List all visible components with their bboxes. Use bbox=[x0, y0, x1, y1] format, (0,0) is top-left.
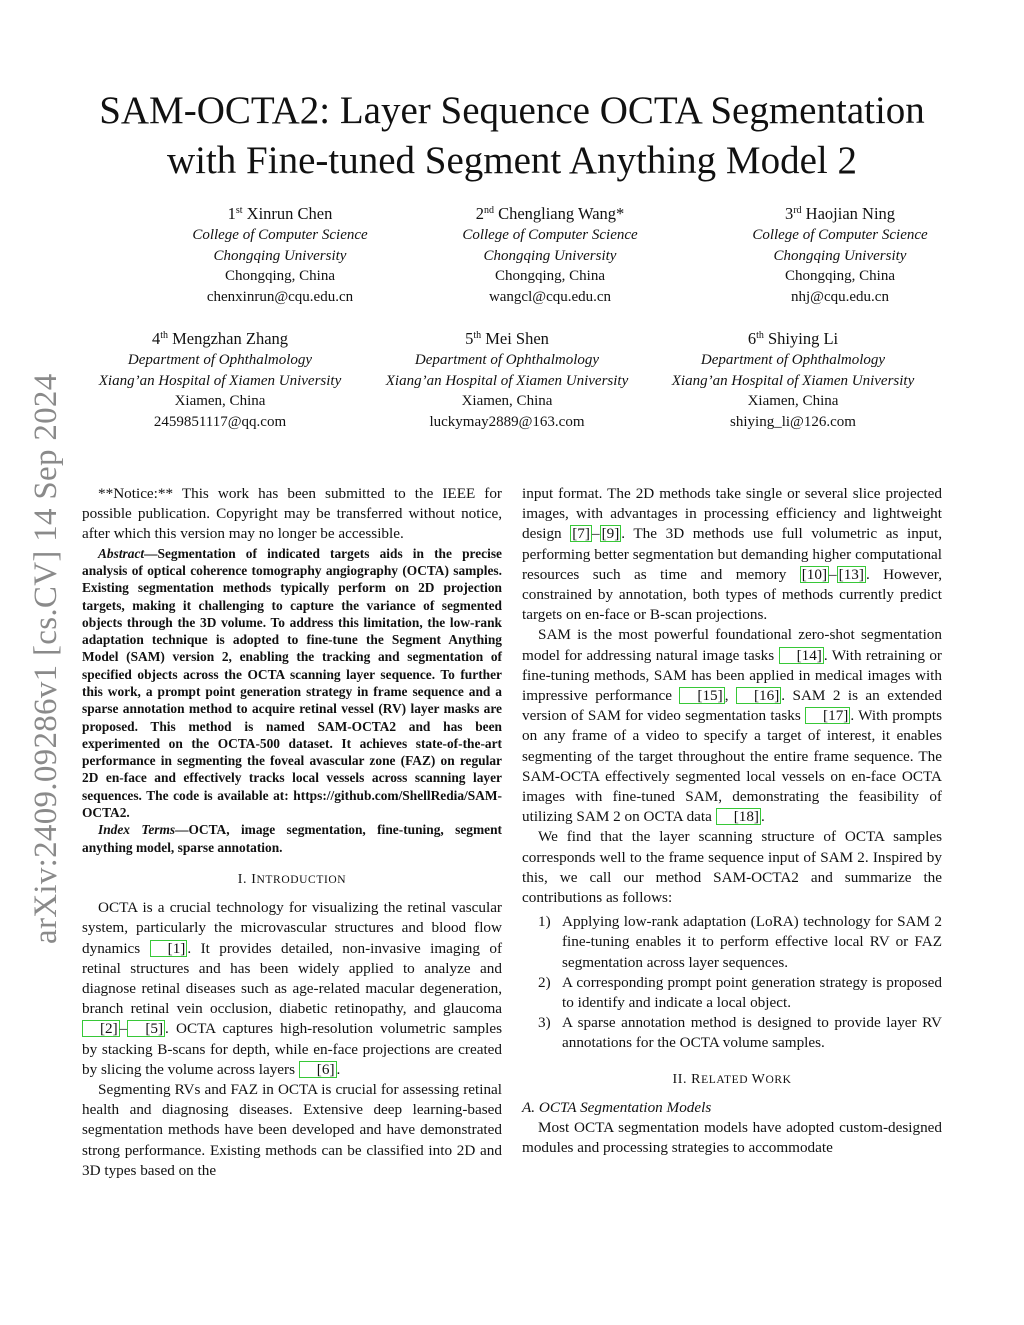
intro-paragraph-2: Segmenting RVs and FAZ in OCTA is crucial for assessing retinal health and diagnosing diseases. Extensive deep learning-based segmentation methods have been developed and have demonstrated strong performance. Existing methods can be classified into 2D and 3D types based on the bbox=[82, 1080, 502, 1179]
author-city: Chongqing, China bbox=[494, 268, 605, 284]
author-city: Chongqing, China bbox=[784, 268, 895, 284]
author-email[interactable]: shiying_li@126.com bbox=[730, 413, 856, 430]
author-city: Xiamen, China bbox=[747, 393, 839, 409]
author-email[interactable]: 2459851117@qq.com bbox=[153, 413, 287, 430]
author-dept: Department of Ophthalmology bbox=[127, 352, 313, 368]
author-block-5: 5th Mei Shen Department of Ophthalmology Xiang’an Hospital of Xiamen University Xiamen, China luckymay2889@163.com bbox=[357, 327, 657, 432]
list-item: 1) Applying low-rank adaptation (LoRA) technology for SAM 2 fine-tuning enables it to perform effective local RV or FAZ segmentation across layer sequences. bbox=[538, 913, 942, 971]
citation-link[interactable]: [16] bbox=[736, 687, 781, 704]
author-name: Xinrun Chen bbox=[246, 204, 333, 223]
title-line-2: with Fine-tuned Segment Anything Model 2 bbox=[166, 139, 858, 182]
intro-paragraph-1: OCTA is a crucial technology for visualizing the retinal vascular system, particularly the microvascular structures and blood flow dynamics [1] . It provides detailed, non-invasive imaging of retinal structures and has been widely applied to analyze and diagnose retinal diseases such as age-related macular degeneration, branch retinal vein occlusion, diabetic retinopathy, and glaucoma [2] – [5] . OCTA captures high-resolution volumetric samples by stacking B-scans for depth, while en-face projections are created by slicing the volume across layers [6] . bbox=[82, 899, 502, 1078]
author-email[interactable]: luckymay2889@163.com bbox=[429, 413, 585, 430]
intro-paragraph-3: SAM is the most powerful foundational zero-shot segmentation model for addressing natural image tasks [14] . With retraining or fine-tuning methods, SAM has been applied in medical images with impressive performance [15] , [16] . SAM 2 is an extended version of SAM for video segmentation tasks [17] . With prompts on any frame of a video to specify a target of interest, it enables segmenting of the target throughout the entire frame sequence. The SAM-OCTA effectively segmented local vessels on en-face OCTA images with fine-tuned SAM, demonstrating the feasibility of utilizing SAM 2 on OCTA data [18] . bbox=[522, 626, 943, 826]
author-dept: College of Computer Science bbox=[462, 227, 638, 243]
author-inst: Chongqing University bbox=[773, 247, 907, 264]
author-inst: Xiang’an Hospital of Xiamen University bbox=[671, 372, 915, 389]
author-name: Chengliang Wang* bbox=[498, 204, 625, 223]
author-email[interactable]: chenxinrun@cqu.edu.cn bbox=[206, 288, 354, 305]
contributions-list bbox=[522, 912, 942, 1053]
author-inst: Xiang’an Hospital of Xiamen University bbox=[385, 372, 629, 389]
author-city: Chongqing, China bbox=[224, 268, 335, 284]
citation-link[interactable]: [14] bbox=[779, 647, 824, 664]
section-heading-related-work: II. RELATED WORK bbox=[672, 1071, 792, 1087]
citation-link[interactable]: [9] bbox=[601, 525, 620, 543]
citation-link[interactable]: [2] bbox=[82, 1020, 120, 1037]
author-name: Mengzhan Zhang bbox=[172, 329, 289, 348]
submission-notice: **Notice:** This work has been submitted to the IEEE for possible publication. Copyright may be transferred without notice, after which this version may no longer be accessible. bbox=[82, 485, 502, 543]
paper-title bbox=[60, 86, 964, 186]
title-line-1: SAM-OCTA2: Layer Sequence OCTA Segmentation bbox=[99, 89, 925, 132]
author-block-2: 2nd Chengliang Wang* College of Computer Science Chongqing University Chongqing, China wangcl@cqu.edu.cn bbox=[400, 202, 700, 307]
citation-link[interactable]: [1] bbox=[150, 940, 188, 957]
intro-paragraph-2-continued: input format. The 2D methods take single or several slice projected images, with advantages in processing efficiency and lightweight design [7] – [9] . The 3D methods use full volumetric as input, performing better segmentation but demanding higher computational resources such as time and memory [10] – [13] . However, constrained by annotation, both types of methods currently predict targets on en-face or B-scan projections. bbox=[522, 485, 942, 624]
left-column bbox=[82, 484, 502, 1181]
citation-link[interactable]: [15] bbox=[679, 687, 724, 704]
author-block-1: 1st Xinrun Chen College of Computer Science Chongqing University Chongqing, China chenxinrun@cqu.edu.cn bbox=[130, 202, 430, 307]
author-inst: Chongqing University bbox=[483, 247, 617, 264]
subsection-heading: A. OCTA Segmentation Models bbox=[522, 1098, 712, 1116]
right-column bbox=[522, 484, 942, 1159]
author-dept: College of Computer Science bbox=[752, 227, 928, 243]
section-heading-introduction: I. INTRODUCTION bbox=[237, 871, 347, 887]
author-block-3: 3rd Haojian Ning College of Computer Science Chongqing University Chongqing, China nhj@cqu.edu.cn bbox=[690, 202, 990, 307]
author-inst: Xiang’an Hospital of Xiamen University bbox=[98, 372, 342, 389]
author-dept: Department of Ophthalmology bbox=[700, 352, 886, 368]
citation-link[interactable]: [17] bbox=[805, 707, 850, 724]
author-name: Mei Shen bbox=[485, 329, 549, 348]
author-name: Haojian Ning bbox=[805, 204, 896, 223]
related-work-paragraph-1: Most OCTA segmentation models have adopted custom-designed modules and processing strategies to accommodate bbox=[522, 1119, 942, 1157]
author-inst: Chongqing University bbox=[213, 247, 347, 264]
citation-link[interactable]: [6] bbox=[299, 1061, 337, 1078]
author-dept: Department of Ophthalmology bbox=[414, 352, 600, 368]
citation-link[interactable]: [7] bbox=[572, 525, 590, 543]
citation-link[interactable]: [13] bbox=[838, 565, 864, 583]
index-terms bbox=[82, 821, 502, 856]
author-block-6: 6th Shiying Li Department of Ophthalmology Xiang’an Hospital of Xiamen University Xiamen, China shiying_li@126.com bbox=[643, 327, 943, 432]
arxiv-identifier[interactable]: arXiv:2409.09286v1 [cs.CV] 14 Sep 2024 bbox=[28, 373, 64, 944]
citation-link[interactable]: [18] bbox=[716, 808, 761, 825]
author-city: Xiamen, China bbox=[174, 393, 266, 409]
citation-link[interactable]: [10] bbox=[801, 565, 828, 583]
index-terms-label: Index Terms bbox=[98, 822, 176, 838]
abstract-text: —Segmentation of indicated targets aids in the precise analysis of optical coherence tomography angiography (OCTA) samples. Existing segmentation methods typically perform on 2D projection targets, making it challenging to capture the variance of segmented objects through the 3D volume. To address this limitation, the low-rank adaptation technique is adopted to fine-tune the Segment Anything Model (SAM) version 2, enabling the tracking and segmentation of specified objects across the OCTA scanning layer sequence. To further this work, a prompt point generation strategy in frame sequence and a sparse annotation method to acquire retinal vessel (RV) layer masks are proposed. This method is named SAM-OCTA2 and has been experimented on the OCTA-500 dataset. It achieves state-of-the-art performance in segmenting the foveal avascular zone (FAZ) on regular 2D en-face and effectively tracks local vessels across scanning layer sequences. The code is available at: https://github.com/ShellRedia/SAM-OCTA2. bbox=[82, 545, 502, 821]
author-name: Shiying Li bbox=[768, 329, 839, 348]
author-email[interactable]: wangcl@cqu.edu.cn bbox=[488, 288, 612, 305]
list-item: 3) A sparse annotation method is designed to provide layer RV annotations for the OCTA volume samples. bbox=[538, 1014, 942, 1052]
abstract-label: Abstract bbox=[98, 545, 145, 561]
index-terms-text: —OCTA, image segmentation, fine-tuning, segment anything model, sparse annotation. bbox=[82, 822, 502, 855]
author-email[interactable]: nhj@cqu.edu.cn bbox=[791, 288, 889, 305]
list-item: 2) A corresponding prompt point generation strategy is proposed to identify and indicate a local object. bbox=[538, 973, 942, 1012]
author-dept: College of Computer Science bbox=[192, 227, 368, 243]
abstract bbox=[82, 545, 502, 822]
citation-link[interactable]: [5] bbox=[127, 1020, 165, 1037]
intro-paragraph-4: We find that the layer scanning structure of OCTA samples corresponds well to the frame sequence input of SAM 2. Inspired by this, we call our method SAM-OCTA2 and summarize the contributions as follows: bbox=[522, 828, 942, 907]
author-block-4: 4th Mengzhan Zhang Department of Ophthalmology Xiang’an Hospital of Xiamen University Xiamen, China 2459851117@qq.com bbox=[70, 327, 370, 432]
author-city: Xiamen, China bbox=[461, 393, 553, 409]
